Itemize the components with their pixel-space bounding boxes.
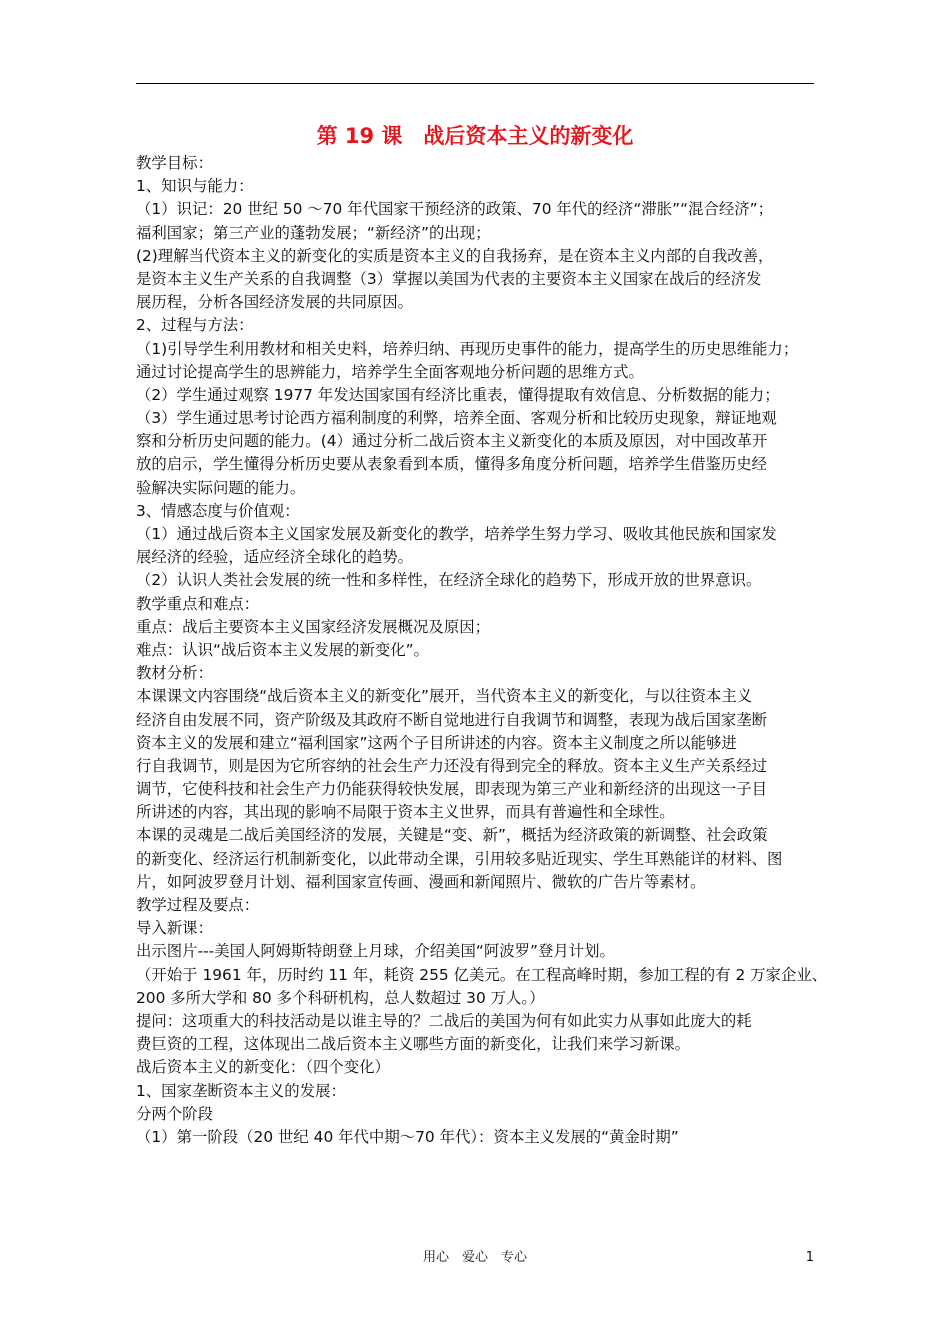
text-line: 教材分析：: [136, 664, 213, 683]
text-line: (2)理解当代资本主义的新变化的实质是资本主义的自我扬弃，是在资本主义内部的自我改善，: [136, 246, 774, 265]
text-line: 所讲述的内容，其出现的影响不局限于资本主义世界，而具有普遍性和全球性。: [136, 803, 675, 822]
text-line: 资本主义的发展和建立“福利国家”这两个子目所讲述的内容。资本主义制度之所以能够进: [136, 733, 737, 752]
text-line: 通过讨论提高学生的思辨能力，培养学生全面客观地分析问题的思维方式。: [136, 362, 644, 381]
page-number: 1: [805, 1250, 814, 1265]
text-line: 的新变化、经济运行机制新变化，以此带动全课，引用较多贴近现实、学生耳熟能详的材料、图: [136, 849, 783, 868]
text-line: （1）识记：20 世纪 50 ～70 年代国家干预经济的政策、70 年代的经济“滞胀”“混合经济”；: [136, 200, 773, 219]
text-line: 经济自由发展不同，资产阶级及其政府不断自觉地进行自我调节和调整，表现为战后国家垄断: [136, 710, 768, 729]
text-line: 行自我调节，则是因为它所容纳的社会生产力还没有得到完全的释放。资本主义生产关系经过: [136, 756, 768, 775]
text-line: 教学重点和难点：: [136, 594, 260, 613]
footer-slogan: 用心 爱心 专心: [422, 1250, 527, 1265]
text-line: 教学目标：: [136, 154, 213, 172]
text-line: （1）第一阶段（20 世纪 40 年代中期～70 年代）：资本主义发展的“黄金时期”: [136, 1127, 679, 1146]
text-line: 本课的灵魂是二战后美国经济的发展，关键是“变、新”，概括为经济政策的新调整、社会政策: [136, 826, 768, 845]
text-line: 战后资本主义的新变化：（四个变化）: [136, 1058, 390, 1077]
text-line: 难点：认识“战后资本主义发展的新变化”。: [136, 640, 429, 659]
text-line: 察和分析历史问题的能力。(4）通过分析二战后资本主义新变化的本质及原因，对中国改革开: [136, 432, 768, 451]
text-line: 200 多所大学和 80 多个科研机构，总人数超过 30 万人。）: [136, 988, 545, 1007]
page-title: 第 19 课 战后资本主义的新变化: [316, 124, 634, 148]
text-line: （3）学生通过思考讨论西方福利制度的利弊，培养全面、客观分析和比较历史现象，辩证地观: [136, 409, 777, 428]
text-line: （1）通过战后资本主义国家发展及新变化的教学，培养学生努力学习、吸收其他民族和国家发: [136, 525, 777, 543]
text-line: 重点：战后主要资本主义国家经济发展概况及原因；: [136, 617, 490, 636]
text-line: （2）学生通过观察 1977 年发达国家国有经济比重表，懂得提取有效信息、分析数据的能力；: [136, 385, 780, 404]
text-line: 分两个阶段: [136, 1104, 213, 1123]
text-line: 提问：这项重大的科技活动是以谁主导的？二战后的美国为何有如此实力从事如此庞大的耗: [136, 1011, 752, 1030]
text-line: 验解决实际问题的能力。: [136, 478, 306, 497]
text-line: （1)引导学生利用教材和相关史料，培养归纳、再现历史事件的能力，提高学生的历史思维能力；: [136, 339, 799, 358]
text-line: 费巨资的工程，这体现出二战后资本主义哪些方面的新变化，让我们来学习新课。: [136, 1035, 691, 1054]
text-line: 放的启示，学生懂得分析历史要从表象看到本质，懂得多角度分析问题，培养学生借鉴历史经: [136, 455, 768, 474]
text-line: 出示图片---美国人阿姆斯特朗登上月球，介绍美国“阿波罗”登月计划。: [136, 942, 615, 961]
text-line: 2、过程与方法：: [136, 316, 254, 335]
text-line: 展经济的经验，适应经济全球化的趋势。: [136, 548, 414, 567]
body-text: [136, 152, 828, 1149]
text-line: 3、情感态度与价值观：: [136, 501, 300, 520]
text-line: 1、知识与能力：: [136, 177, 254, 196]
header-rule: [136, 83, 814, 84]
text-line: 片，如阿波罗登月计划、福利国家宣传画、漫画和新闻照片、微软的广告片等素材。: [136, 872, 706, 891]
text-line: 教学过程及要点：: [136, 896, 260, 914]
text-line: 调节，它使科技和社会生产力仍能获得较快发展，即表现为第三产业和新经济的出现这一子目: [136, 780, 768, 799]
text-line: （开始于 1961 年，历时约 11 年，耗资 255 亿美元。在工程高峰时期，参加工程的有 2 万家企业、: [136, 965, 828, 984]
text-line: 导入新课：: [136, 919, 213, 938]
text-line: 1、国家垄断资本主义的发展：: [136, 1081, 346, 1100]
text-line: 福利国家；第三产业的蓬勃发展；“新经济”的出现；: [136, 223, 491, 242]
text-line: 本课课文内容围绕“战后资本主义的新变化”展开，当代资本主义的新变化，与以往资本主义: [136, 687, 753, 706]
text-line: 是资本主义生产关系的自我调整（3）掌握以美国为代表的主要资本主义国家在战后的经济发: [136, 269, 762, 288]
text-line: （2）认识人类社会发展的统一性和多样性，在经济全球化的趋势下，形成开放的世界意识。: [136, 571, 762, 590]
text-line: 展历程，分析各国经济发展的共同原因。: [136, 293, 414, 312]
